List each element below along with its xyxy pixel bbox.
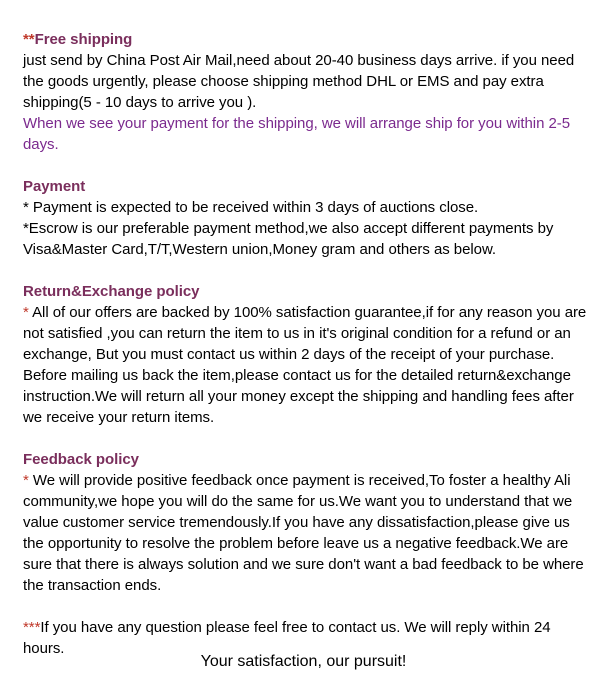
payment-heading: Payment: [23, 178, 86, 195]
section-spacer: [23, 260, 593, 281]
feedback-heading: Feedback policy: [23, 451, 139, 468]
contact-stars: ***: [23, 619, 41, 636]
returns-heading: Return&Exchange policy: [23, 283, 200, 300]
contact-body-text: If you have any question please feel free to contact us. We will reply within 24 hours.: [23, 619, 551, 657]
section-spacer: [23, 155, 593, 176]
feedback-body-text: We will provide positive feedback once payment is received,To foster a healthy Ali community,we hope you will do the same for us.We want you to understand that we value customer service tremendously.If you have any dissatisfaction,please give us the opportunity to resolve the problem before leave us a negative feedback.We are sure that there is always solution and we sure don't want a bad feedback to be where the transaction ends.: [23, 472, 584, 594]
footer-slogan: Your satisfaction, our pursuit!: [200, 653, 407, 670]
section-spacer: [23, 428, 593, 449]
feedback-section: [23, 449, 593, 596]
returns-body-text: All of our offers are backed by 100% satisfaction guarantee,if for any reason you are not satisfied ,you can return the item to us in it's original condition for a refund or an exchange, But you must contact us within 2 days of the receipt of your purchase. Before mailing us back the item,please contact us for the detailed return&exchange instruction.We will return all your money except the shipping and handling fees after we receive your return items.: [23, 304, 587, 426]
payment-line-1: * Payment is expected to be received within 3 days of auctions close.: [23, 199, 479, 216]
returns-star: *: [23, 304, 29, 321]
shipping-section: [23, 29, 593, 155]
shipping-heading: [23, 29, 593, 50]
feedback-star: *: [23, 472, 29, 489]
shipping-heading-stars: **: [23, 31, 35, 48]
payment-line-2: *Escrow is our preferable payment method,we also accept different payments by Visa&Master Card,T/T,Western union,Money gram and others as below.: [23, 220, 554, 258]
policy-content: [23, 29, 593, 659]
shipping-body: just send by China Post Air Mail,need about 20-40 business days arrive. if you need the goods urgently, please choose shipping method DHL or EMS and pay extra shipping(5 - 10 days to arrive you ).: [23, 52, 575, 111]
shipping-heading-text: Free shipping: [34, 31, 133, 48]
returns-body: [23, 302, 593, 428]
payment-section: [23, 176, 593, 260]
section-spacer: [23, 596, 593, 617]
shipping-note: When we see your payment for the shipping, we will arrange ship for you within 2-5 days.: [23, 115, 571, 153]
feedback-body: [23, 470, 593, 596]
returns-section: [23, 281, 593, 428]
